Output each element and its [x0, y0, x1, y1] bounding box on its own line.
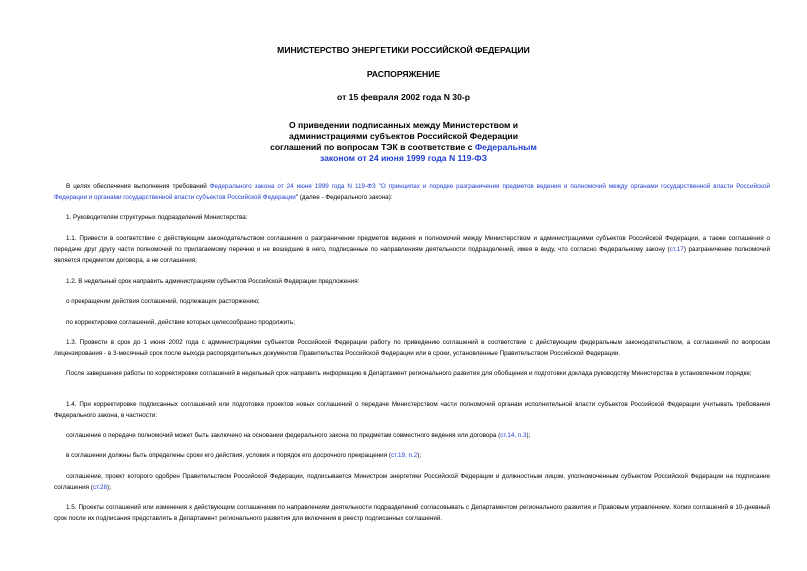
federal-law-link[interactable]: законом от 24 июня 1999 года N 119-ФЗ: [319, 153, 487, 163]
paragraph-1-1: [54, 233, 770, 266]
paragraph-1-3: 1.3. Провести в срок до 1 июня 2002 года с администрациями субъектов Российской Федерации работу по приведению соглашений в соответствие с действующим федеральным законодательством, а соглашений по вопросам лицензирования - в 3-месячный срок после выхода распорядительных документов Правительства Российской Федерации или в сроки, установленные Правительством Российской Федерации.: [54, 339, 770, 357]
title-line: [220, 142, 587, 153]
paragraph-text: ) разграничение полномочий является предметом договора, а не соглашения;: [54, 246, 770, 264]
article-link[interactable]: ст.26: [92, 484, 107, 491]
paragraph-1-4-a: [54, 430, 770, 441]
paragraph-text: 1.1. Привести в соответствие с действующим законодательством соглашения о разграничении предметов ведения и полномочий между Министерством и администрациями субъектов Российской Федерации, а также соглашения о передаче друг другу части полномочий по прилагаемому перечню и не вошедшие в него, подписанные по направлениям деятельности подразделений, имея в виду, что согласно Федеральному закону (: [54, 235, 770, 253]
intro-paragraph: [54, 181, 770, 203]
ministry-header: МИНИСТЕРСТВО ЭНЕРГЕТИКИ РОССИЙСКОЙ ФЕДЕРАЦИИ: [277, 45, 530, 55]
paragraph-1-3-b: После завершения работы по корректировке соглашений в недельный срок направить информацию в Департамент регионального развития для обобщения и подготовки доклада руководству Министерства в установленном порядке;: [66, 370, 752, 377]
document-type: РАСПОРЯЖЕНИЕ: [366, 69, 441, 79]
paragraph-1-2-a: о прекращении действия соглашений, подлежащих расторжению;: [66, 298, 260, 305]
federal-law-link[interactable]: Федеральным: [474, 142, 537, 152]
paragraph-1-2: 1.2. В недельный срок направить администрациям субъектов Российской Федерации предложения:: [66, 278, 360, 285]
article-link[interactable]: ст.17: [669, 246, 684, 253]
paragraph-1-4-b: [54, 450, 770, 461]
article-link[interactable]: ст.19, п.2: [390, 452, 418, 459]
paragraph-1-2-b: по корректировке соглашений, действие которых целесообразно продолжить;: [66, 319, 296, 326]
paragraph-1-4-c: [54, 471, 770, 493]
federal-law-link[interactable]: Федерального закона от 24 июня 1999 года N 119-ФЗ "О принципах и порядке разграничения предметов ведения и полномочий между органами государственной власти Российской Федерации и органами государственной власти субъектов Российской Федерации: [54, 183, 770, 201]
paragraph-text: " (далее - Федерального закона):: [295, 194, 393, 201]
paragraph-text: );: [526, 432, 531, 439]
paragraph-1: 1. Руководителям структурных подразделений Министерства:: [66, 214, 248, 221]
paragraph-text: в соглашении должны быть определены сроки его действия, условия и порядок его досрочного прекращения (: [66, 452, 391, 459]
paragraph-text: соглашение о передаче полномочий может быть заключено на основании федерального закона по предметам совместного ведения или договора (: [66, 432, 501, 439]
article-link[interactable]: ст.14, п.3: [500, 432, 527, 439]
paragraph-1-4: 1.4. При корректировке подписанных соглашений или подготовке проектов новых соглашений о передаче Министерством части полномочий органам исполнительной власти субъектов Российской Федерации учитывать требования Федерального закона, в частности:: [54, 401, 770, 419]
paragraph-text: );: [106, 484, 111, 491]
paragraph-1-5: 1.5. Проекты соглашений или изменения к действующим соглашениям по направлениям деятельности подразделений согласовывать с Департаментом регионального развития и Правовым управлением. Копии соглашений в 10-дневный срок после их подписания представлять в Департамент регионального развития для включения в реестр подписанных соглашений.: [54, 504, 770, 522]
title-line: администрациями субъектов Российской Федерации: [289, 131, 518, 141]
paragraph-text: соглашение, проект которого одобрен Правительством Российской Федерации, подписывается Министром энергетики Российской Федерации и должностным лицом, уполномоченным субъектом Российской Федерации на подписание соглашения (: [54, 473, 770, 491]
document-title: [220, 120, 587, 164]
title-text: соглашений по вопросам ТЭК в соответствие с: [270, 142, 475, 152]
title-line: О приведении подписанных между Министерством и: [288, 120, 519, 130]
paragraph-text: В целях обеспечения выполнения требований: [66, 183, 210, 190]
document-date-number: от 15 февраля 2002 года N 30-р: [337, 92, 470, 102]
paragraph-text: );: [417, 452, 422, 459]
